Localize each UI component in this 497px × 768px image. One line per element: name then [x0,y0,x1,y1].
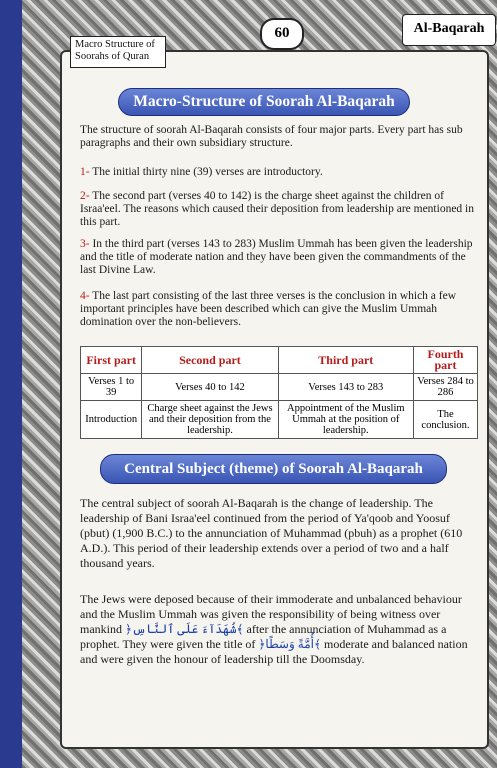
list-item [80,166,480,179]
item-text: The initial thirty nine (39) verses are introductory. [92,166,323,178]
central-subject-paragraph: The central subject of soorah Al-Baqarah is the change of leadership. The leadership of Bani Israa'eel continued from the period of Ya'qoob and Yoosuf (pbut) (1,900 B.C.) to the annunciation of Muhammad (pbuh) as a prophet (610 A.D.). This period of their leadership extends over a period of two and a half thousand years. [80,496,463,570]
section-title-macro-structure [118,88,410,116]
table-cell: Verses 284 to 286 [413,374,477,401]
table-cell: Introduction [81,401,142,439]
table-cell: Verses 1 to 39 [81,374,142,401]
intro-paragraph: The structure of soorah Al-Baqarah consists of four major parts. Every part has sub paragraphs and their own subsidiary structure. [80,124,463,149]
list-item [80,190,480,229]
item-text: The second part (verses 40 to 142) is the charge sheet against the children of Israa'eel. The reasons which caused their deposition from leadership are mentioned in this part. [80,190,474,228]
table-header: First part [81,347,142,374]
table-header: Second part [142,347,278,374]
section-title-text: Macro-Structure of Soorah Al-Baqarah [133,93,395,110]
page-number: 60 [260,18,304,50]
item-text: The last part consisting of the last three verses is the conclusion in which a few important principles have been described which can give the Muslim Ummah domination over the non-believers. [80,290,457,328]
section-title-text: Central Subject (theme) of Soorah Al-Baqarah [124,461,423,477]
item-text: In the third part (verses 143 to 283) Muslim Ummah has been given the leadership and the title of moderate nation and they have been given the commandments of the last Divine Law. [80,238,473,276]
item-number: 4- [80,290,90,302]
table-header-row [81,347,478,374]
arabic-quote: ﴿شُهَدَآءَ عَلَى ٱلنَّاسِ﴾ [125,622,244,636]
paragraph-text: moderate and balanced nation and were given the honour of leadership till the Doomsday. [80,637,468,666]
parts-table [80,346,478,439]
list-item [80,238,480,277]
table-header: Third part [278,347,413,374]
paragraph-text: The Jews were deposed because of their immoderate and unbalanced behaviour and the Muslim Ummah was given the responsibility of being witness over mankind [80,592,462,636]
arabic-quote: ﴿أُمَّةً وَسَطًا﴾ [258,637,321,651]
table-cell: Verses 40 to 142 [142,374,278,401]
header-left-title: Macro Structure of Soorahs of Quran [70,36,166,68]
table-cell: Appointment of the Muslim Ummah at the position of leadership. [278,401,413,439]
paragraph-text: after the annunciation of Muhammad as a prophet. They were given the title of [80,622,447,651]
item-number: 1- [80,166,90,178]
table-row [81,401,478,439]
item-number: 3- [80,238,90,250]
table-cell: Verses 143 to 283 [278,374,413,401]
table-cell: Charge sheet against the Jews and their deposition from the leadership. [142,401,278,439]
table-cell: The conclusion. [413,401,477,439]
table-header: Fourth part [413,347,477,374]
table-row [81,374,478,401]
deposition-paragraph [80,592,480,667]
header-right-title: Al-Baqarah [402,14,496,46]
section-title-central-subject [100,454,447,484]
list-item [80,290,480,329]
item-number: 2- [80,190,90,202]
